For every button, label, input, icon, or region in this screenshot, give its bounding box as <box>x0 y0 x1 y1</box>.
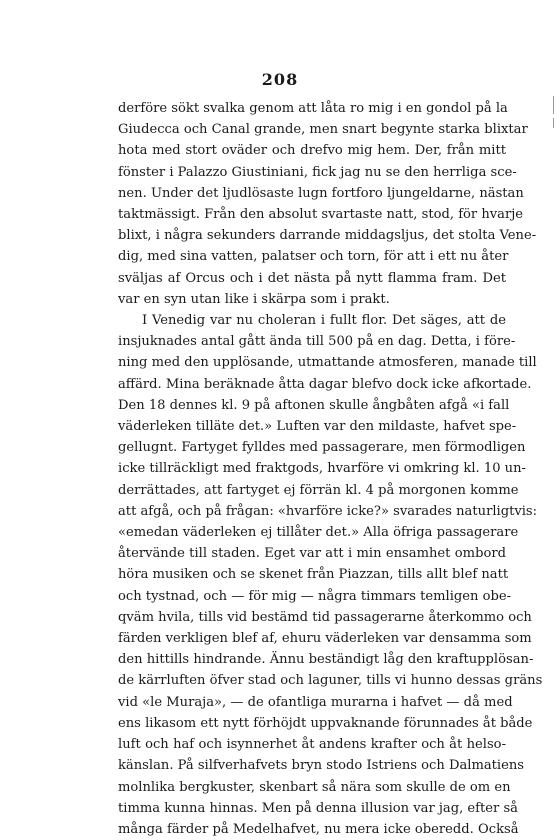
text-line: qväm hvila, tills vid bestämd tid passagerarne återkommo och <box>118 609 532 625</box>
text-line: väderleken tilläte det.» Luften var den mildaste, hafvet spe- <box>118 419 517 435</box>
text-line: vid «le Muraja», — de ofantliga murarna i hafvet — då med <box>118 694 513 710</box>
text-line: de kärrluften öfver stad och laguner, tills vi hunno dessas gräns <box>118 673 543 689</box>
text-line: ning med den upplösande, utmattande atmosferen, manade till <box>118 355 537 371</box>
text-line: «emedan väderleken ej tillåter det.» Alla öfriga passagerare <box>118 525 519 541</box>
text-line: insjuknades antal gått ända till 500 på en dag. Detta, i före- <box>118 334 516 350</box>
text-line: känslan. På silfverhafvets bryn stodo Istriens och Dalmatiens <box>118 758 525 774</box>
text-line: att afgå, och på frågan: «hvarföre icke?» svarades naturligtvis: <box>118 503 538 519</box>
text-line: höra musiken och se skenet från Piazzan, tills allt blef natt <box>118 567 509 583</box>
text-line: timma kunna hinnas. Men på denna illusion var jag, efter så <box>118 800 518 816</box>
scan-edge-mark <box>553 118 554 128</box>
text-line: var en syn utan like i skärpa som i prakt. <box>118 291 390 307</box>
text-line: den hittills hindrande. Ännu beständigt låg den kraftupplösan- <box>118 652 534 668</box>
text-line: hota med stort oväder och drefvo mig hem. Der, från mitt <box>118 143 506 159</box>
text-line: ens likasom ett nytt förhöjdt uppvaknande förunnades åt både <box>118 715 533 731</box>
text-line: gellugnt. Fartyget fylldes med passagerare, men förmodligen <box>118 440 526 456</box>
text-line: taktmässigt. Från den absolut svartaste natt, stod, för hvarje <box>118 207 524 223</box>
text-line: Den 18 dennes kl. 9 på aftonen skulle ångbåten afgå «i fall <box>118 397 510 413</box>
text-line: sväljas af Orcus och i det nästa på nytt flamma fram. Det <box>118 270 506 286</box>
text-line: affärd. Mina beräknade åtta dagar blefvo dock icke afkortade. <box>118 376 532 392</box>
text-line: blixt, i några sekunders darrande middagsljus, det stolta Vene- <box>118 228 537 244</box>
page-number: 208 <box>261 70 299 89</box>
text-line: derföre sökt svalka genom att låta ro mig i en gondol på la <box>118 101 508 116</box>
text-line: många färder på Medelhafvet, nu mera icke oberedd. Också <box>118 821 519 837</box>
text-line: fönster i Palazzo Giustiniani, fick jag nu se den herrliga sce- <box>118 164 517 180</box>
text-line: återvände till staden. Eget var att i min ensamhet ombord <box>118 546 506 562</box>
text-line: Giudecca och Canal grande, men snart begynte starka blixtar <box>118 122 528 138</box>
text-line: färden verkligen blef af, ehuru väderleken var densamma som <box>118 631 532 647</box>
text-line: luft och haf och isynnerhet åt andens krafter och åt helso- <box>118 737 506 753</box>
scan-edge-mark <box>553 96 554 114</box>
text-line: nen. Under det ljudlösaste lugn fortforo ljungeldarne, nästan <box>118 185 524 201</box>
text-line: derrättades, att fartyget ej förrän kl. 4 på morgonen komme <box>118 482 519 498</box>
text-line: I Venedig var nu choleran i fullt flor. Det säges, att de <box>142 313 506 329</box>
text-line: och tystnad, och — för mig — några timmars temligen obe- <box>118 588 512 604</box>
body-text <box>118 98 543 840</box>
text-line: dig, med sina vatten, palatser och torn, för att i ett nu åter <box>118 249 509 265</box>
text-line: icke tillräckligt med fraktgods, hvarföre vi omkring kl. 10 un- <box>118 461 526 477</box>
text-line: molnlika bergkuster, skenbart så nära som skulle de om en <box>118 779 511 795</box>
